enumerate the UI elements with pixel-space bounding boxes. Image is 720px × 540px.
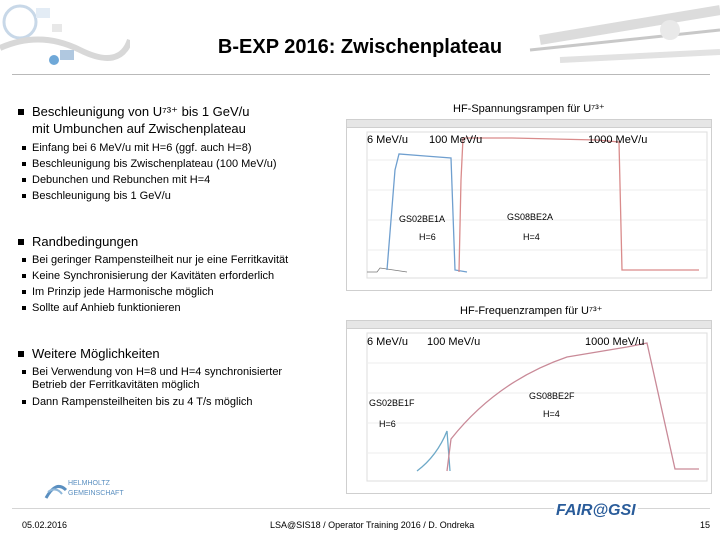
footer-text: LSA@SIS18 / Operator Training 2016 / D. Ondreka [270,520,475,530]
sec3-item: Dann Rampensteilheiten bis zu 4 T/s möglich [32,396,253,408]
frequency-ramp-plot [346,320,712,494]
plot2-label-1000: 1000 MeV/u [585,336,645,348]
sec1-item: Debunchen und Rebunchen mit H=4 [32,174,211,186]
plot2-title: HF-Frequenzrampen für U⁷³⁺ [460,305,603,317]
sec1-item: Beschleunigung bis 1 GeV/u [32,190,171,202]
helmholtz-text-top: HELMHOLTZ [68,480,110,487]
plot2-label-100: 100 MeV/u [427,336,481,348]
sec3-head: Weitere Möglichkeiten [32,346,160,361]
plot2-cav-a: GS02BE1F [369,398,415,408]
page-number: 15 [700,520,711,530]
sec2-item: Im Prinzip jede Harmonische möglich [32,286,214,298]
plot1-cav-b: GS08BE2A [507,212,554,222]
sec2-item: Keine Synchronisierung der Kavitäten erforderlich [32,270,275,282]
plot1-label-1000: 1000 MeV/u [588,134,648,146]
plot2-h-b: H=4 [543,409,560,419]
bullet-square [18,109,24,115]
plot1-h-a: H=6 [419,232,436,242]
fair-gsi-logo: FAIR@GSI [556,502,636,519]
sec1-line1: Beschleunigung von U⁷³⁺ bis 1 GeV/u [32,104,250,119]
plot1-title: HF-Spannungsrampen für U⁷³⁺ [453,103,605,115]
plot1-cav-a: GS02BE1A [399,214,446,224]
slide-title: B-EXP 2016: Zwischenplateau [217,36,503,58]
plot1-label-6: 6 MeV/u [367,134,408,146]
footer-date: 05.02.2016 [22,520,68,530]
sec2-item: Bei geringer Rampensteilheit nur je eine Ferritkavität [32,254,289,266]
header-divider [12,74,710,75]
sec1-item: Beschleunigung bis Zwischenplateau (100 MeV/u) [32,158,277,170]
plot2-label-6: 6 MeV/u [367,336,408,348]
plot2-cav-b: GS08BE2F [529,391,575,401]
sec3-item: Bei Verwendung von H=8 und H=4 synchronisierter [32,366,283,378]
plot1-label-100: 100 MeV/u [429,134,483,146]
sec2-item: Sollte auf Anhieb funktionieren [32,302,181,314]
sec3-item: Betrieb der Ferritkavitäten möglich [32,379,200,391]
helmholtz-logo [42,476,182,506]
helmholtz-logo-icon [42,476,70,504]
sec2-head: Randbedingungen [32,234,139,249]
helmholtz-text-bottom: GEMEINSCHAFT [68,490,124,497]
voltage-ramp-plot [346,119,712,291]
plot2-h-a: H=6 [379,419,396,429]
sec1-line2: mit Umbunchen auf Zwischenplateau [32,121,246,136]
plot1-h-b: H=4 [523,232,540,242]
sec1-item: Einfang bei 6 MeV/u mit H=6 (ggf. auch H=8) [32,142,252,154]
